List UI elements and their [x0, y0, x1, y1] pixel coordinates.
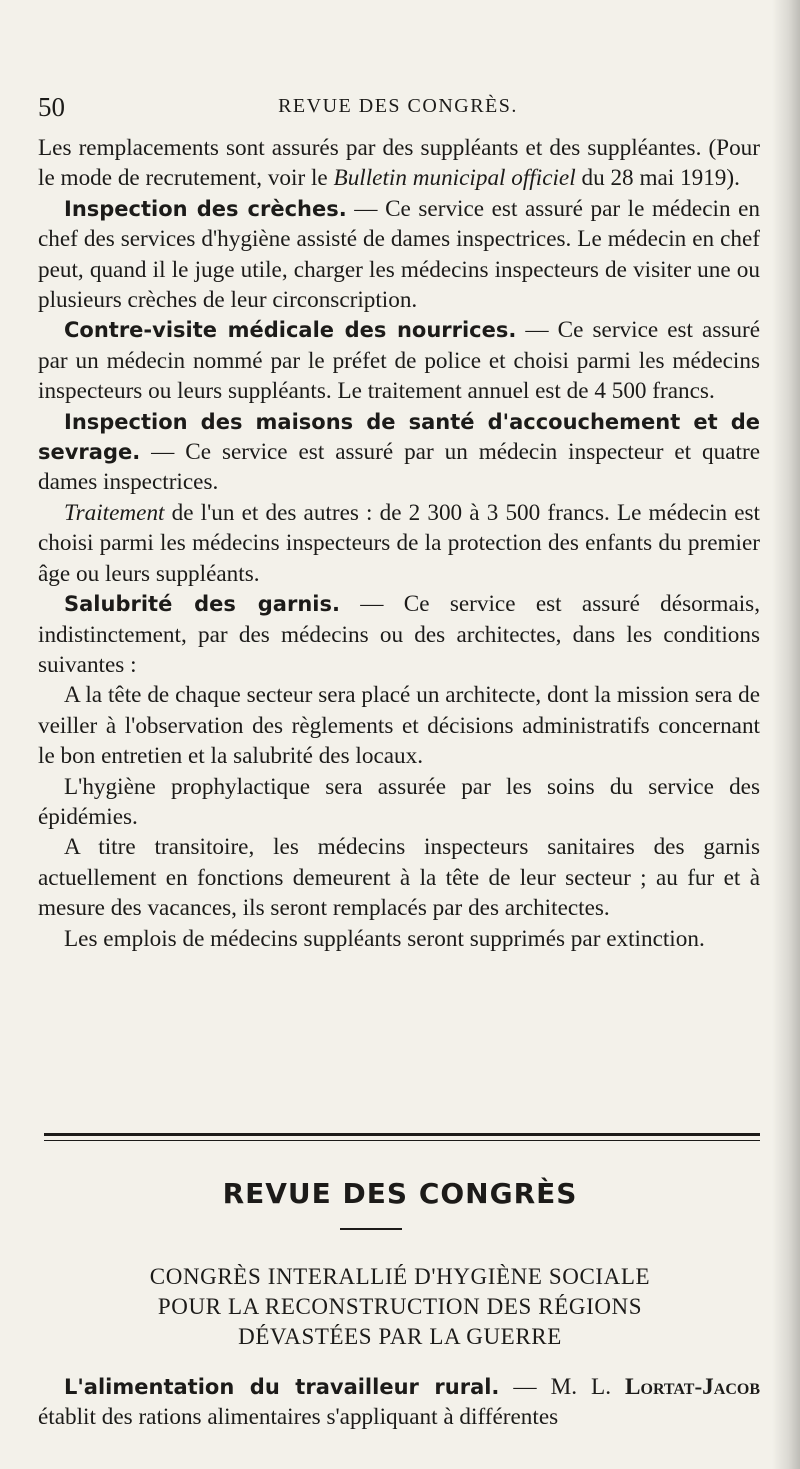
- heading-garnis: Salubrité des garnis.: [64, 592, 340, 617]
- heading-creches: Inspection des crèches.: [64, 196, 347, 221]
- congress-line-2: POUR LA RECONSTRUCTION DES RÉGIONS: [157, 1294, 643, 1319]
- page-number: 50: [38, 92, 65, 122]
- paragraph-creches: Inspection des crèches. — Ce service est assuré par le médecin en chef des services d'hygiène assisté de dames inspectrices. Le médecin en chef peut, quand il le juge utile, charger les médecins inspecteurs de visiter une ou plusieurs crèches de leur circonscription.: [38, 195, 760, 314]
- congress-line-3: DÉVASTÉES PAR LA GUERRE: [238, 1324, 562, 1349]
- paragraph-emplois: Les emplois de médecins suppléants seront supprimés par extinction.: [64, 925, 705, 952]
- body-text: [38, 133, 760, 954]
- author-name: Lortat-Jacob: [625, 1374, 760, 1400]
- running-head: [38, 92, 758, 126]
- heading-nourrices: Contre-visite médicale des nourrices.: [64, 318, 517, 343]
- paragraph-traitement: Traitement de l'un et des autres : de 2 300 à 3 500 francs. Le médecin est choisi parmi les médecins inspecteurs de la protection des enfants du premier âge ou leurs suppléants.: [38, 499, 760, 587]
- paragraph-hygiene: L'hygiène prophylactique sera assurée par les soins du service des épidémies.: [38, 773, 760, 830]
- paragraph-transitoire: A titre transitoire, les médecins inspecteurs sanitaires des garnis actuellement en fonctions demeurent à la tête de leur secteur ; au fur et à mesure des vacances, ils seront remplacés par des architectes.: [38, 834, 760, 922]
- heading-alimentation: L'alimentation du travailleur rural.: [64, 1375, 500, 1399]
- congress-title: [60, 1262, 740, 1352]
- paragraph-maisons-sante: Inspection des maisons de santé d'accouchement et de sevrage. — Ce service est assuré par un médecin inspecteur et quatre dames inspectrices.: [38, 409, 760, 496]
- section-title: REVUE DES CONGRÈS: [222, 1177, 578, 1210]
- title-underline: [340, 1228, 402, 1230]
- congress-line-1: CONGRÈS INTERALLIÉ D'HYGIÈNE SOCIALE: [149, 1264, 651, 1289]
- section-divider: [44, 1133, 760, 1141]
- bulletin-title: Bulletin municipal officiel: [333, 165, 576, 192]
- paragraph-architecte: A la tête de chaque secteur sera placé un architecte, dont la mission sera de veiller à l'observation des règlements et décisions administratifs concernant le bon entretien et la salubrité des locaux.: [38, 682, 760, 770]
- paragraph-nourrices: Contre-visite médicale des nourrices. — Ce service est assuré par un médecin nommé par le préfet de police et choisi parmi les médecins inspecteurs ou leurs suppléants. Le traitement annuel est de 4 500 francs.: [38, 317, 760, 405]
- running-title: REVUE DES CONGRÈS.: [278, 95, 518, 117]
- paragraph-replacements: Les remplacements sont assurés par des suppléants et des suppléantes. (Pour le mode de recrutement, voir le Bulletin municipal officiel du 28 mai 1919).: [38, 135, 760, 192]
- traitement-label: Traitement: [64, 499, 165, 526]
- page-spine-shadow: [772, 0, 800, 1469]
- paragraph-garnis: Salubrité des garnis. — Ce service est assuré désormais, indistinctement, par des médecins ou des architectes, dans les conditions suivantes :: [38, 591, 760, 678]
- heading-maisons-sante: Inspection des maisons de santé d'accouchement et de sevrage.: [38, 409, 760, 465]
- paragraph-alimentation: L'alimentation du travailleur rural. — M. L. Lortat-Jacob établit des rations alimentaires s'appliquant à différentes: [38, 1374, 760, 1431]
